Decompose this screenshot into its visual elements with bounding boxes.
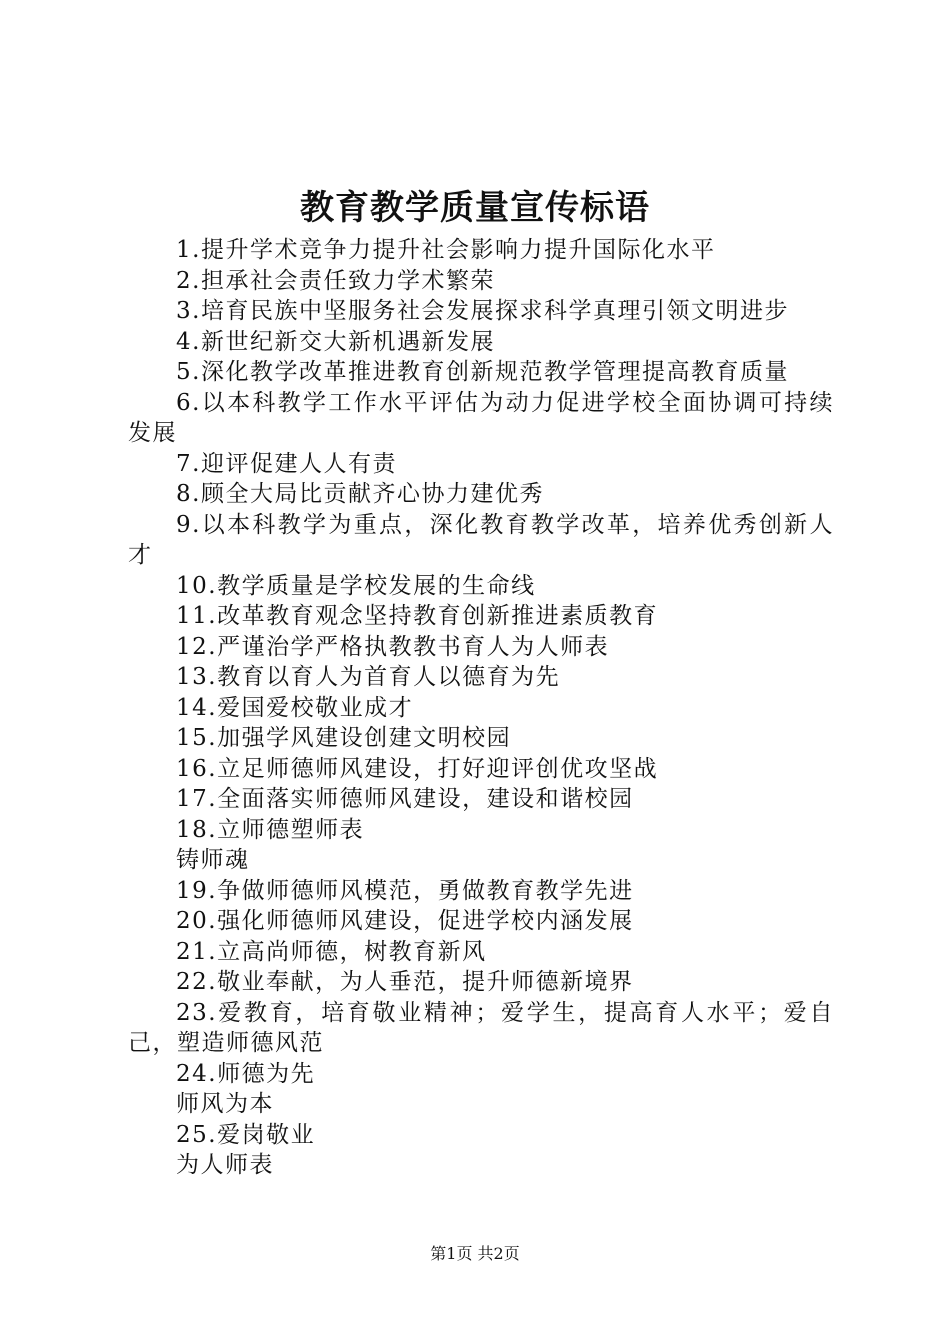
slogan-line: 8.顾全大局比贡献齐心协力建优秀 xyxy=(176,481,544,507)
slogan-line: 5.深化教学改革推进教育创新规范教学管理提高教育质量 xyxy=(176,359,789,385)
slogan-line: 15.加强学风建设创建文明校园 xyxy=(176,725,512,751)
slogan-line: 11.改革教育观念坚持教育创新推进素质教育 xyxy=(176,603,659,629)
slogan-line: 3.培育民族中坚服务社会发展探求科学真理引领文明进步 xyxy=(176,298,789,324)
slogan-line: 21.立高尚师德，树教育新风 xyxy=(176,938,487,965)
slogan-line: 9.以本科教学为重点，深化教育教学改革，培养优秀创新人才 xyxy=(128,511,834,568)
slogan-list xyxy=(128,235,834,1181)
slogan-line: 师风为本 xyxy=(176,1091,274,1117)
slogan-line: 12.严谨治学严格执教教书育人为人师表 xyxy=(176,633,610,660)
slogan-line: 2.担承社会责任致力学术繁荣 xyxy=(176,267,495,294)
slogan-line: 18.立师德塑师表 xyxy=(176,816,365,843)
slogan-line: 铸师魂 xyxy=(176,847,250,873)
page-footer: 第1页 共2页 xyxy=(430,1244,520,1263)
slogan-line: 17.全面落实师德师风建设，建设和谐校园 xyxy=(176,786,634,812)
slogan-line: 4.新世纪新交大新机遇新发展 xyxy=(176,328,495,355)
slogan-line: 19.争做师德师风模范，勇做教育教学先进 xyxy=(176,877,634,904)
slogan-line: 24.师德为先 xyxy=(176,1060,316,1087)
slogan-line: 6.以本科教学工作水平评估为动力促进学校全面协调可持续发展 xyxy=(128,389,834,446)
slogan-line: 23.爱教育，培育敬业精神；爱学生，提高育人水平；爱自己，塑造师德风范 xyxy=(128,999,834,1056)
slogan-line: 14.爱国爱校敬业成才 xyxy=(176,694,414,721)
slogan-line: 20.强化师德师风建设，促进学校内涵发展 xyxy=(176,908,634,934)
slogan-line: 7.迎评促建人人有责 xyxy=(176,450,397,477)
slogan-line: 10.教学质量是学校发展的生命线 xyxy=(176,572,536,599)
slogan-line: 13.教育以育人为首育人以德育为先 xyxy=(176,664,561,690)
slogan-line: 22.敬业奉献，为人垂范，提升师德新境界 xyxy=(176,969,634,995)
document-title: 教育教学质量宣传标语 xyxy=(300,188,650,228)
slogan-line: 为人师表 xyxy=(176,1152,274,1178)
slogan-line: 16.立足师德师风建设，打好迎评创优攻坚战 xyxy=(176,755,659,782)
slogan-line: 25.爱岗敬业 xyxy=(176,1121,316,1148)
slogan-line: 1.提升学术竞争力提升社会影响力提升国际化水平 xyxy=(176,237,716,263)
